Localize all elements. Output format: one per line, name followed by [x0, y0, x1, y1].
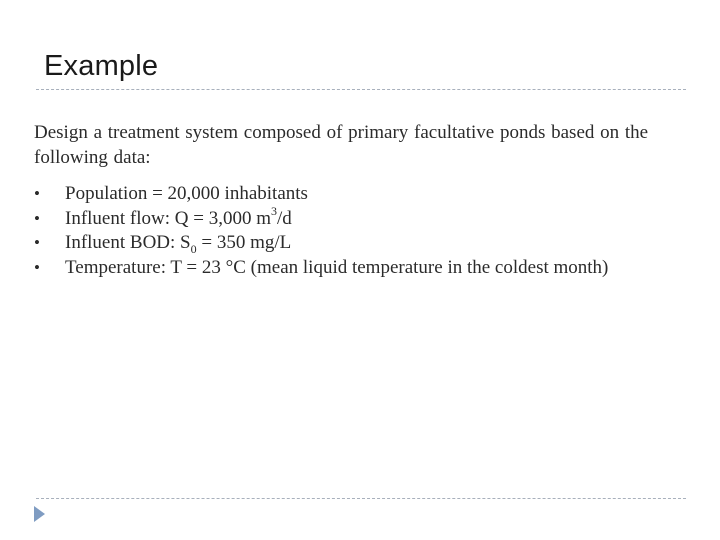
bullet-text: Population = 20,000 inhabitants: [65, 183, 308, 204]
intro-paragraph: Design a treatment system composed of primary facultative ponds based on the following data:: [34, 122, 649, 168]
list-item-influent-flow: [34, 204, 694, 232]
list-item-population: [34, 182, 694, 207]
bullet-marker: •: [34, 233, 40, 252]
bullet-marker: •: [34, 208, 40, 228]
footer-divider: [36, 498, 686, 499]
bullet-marker: •: [34, 257, 40, 277]
list-item-influent-bod: [34, 231, 694, 256]
bullet-marker: •: [34, 184, 40, 203]
bullet-text: Influent flow: Q = 3,000 m: [65, 207, 271, 229]
triangle-right-icon[interactable]: [34, 506, 45, 522]
data-bullet-list: [34, 182, 694, 280]
list-item-temperature: [34, 256, 694, 281]
subscript: 0: [190, 241, 197, 256]
bullet-text-suffix: /d: [276, 207, 292, 229]
bullet-text: Temperature: T = 23 °C (mean liquid temperature in the coldest month): [65, 256, 609, 278]
bullet-text-suffix: = 350 mg/L: [196, 232, 292, 253]
bullet-text: Influent BOD: S: [65, 232, 191, 253]
title-divider: [36, 89, 686, 90]
slide-title: Example: [44, 50, 159, 82]
superscript: 3: [270, 204, 277, 219]
